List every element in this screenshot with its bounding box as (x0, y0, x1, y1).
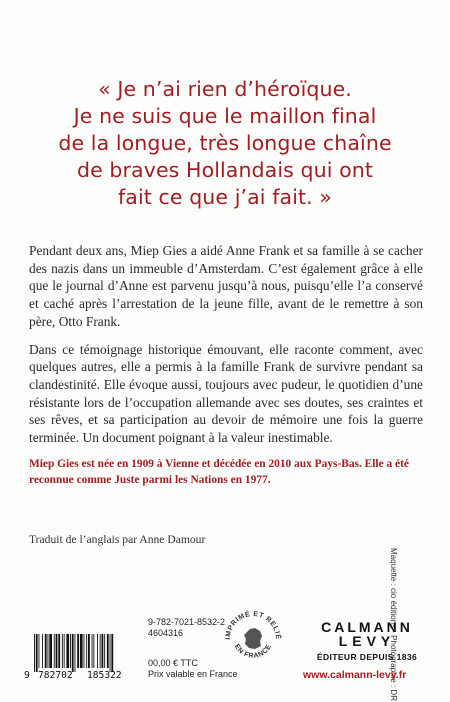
barcode-bar (110, 634, 111, 672)
barcode-bar (58, 634, 60, 668)
barcode-bar (97, 634, 98, 668)
barcode-bar (102, 634, 104, 668)
barcode-bar (84, 634, 85, 668)
barcode-bar (77, 634, 79, 668)
price-note: Prix valable en France (148, 669, 238, 679)
barcode-bar (39, 634, 40, 668)
publisher-website[interactable]: www.calmann-levy.fr (303, 669, 407, 681)
barcode-bar (70, 634, 71, 668)
barcode-bar (92, 634, 93, 668)
barcode-bar (56, 634, 58, 668)
barcode (24, 634, 144, 682)
quote-line: fait ce que j’ai fait. » (117, 185, 333, 209)
summary-paragraph: Dans ce témoignage historique émouvant, elle raconte comment, avec quelques autres, elle a permis à la famille Frank de survivre pendant sa clandestinité. Elle évoque aussi, toujours avec pudeur, le quotidien d’une résistante lors de l’occupation allemande avec ses doutes, ses craintes et ses rêves, et sa participation au devoir de mémoire une fois la guerre terminée. Un document poignant à la valeur inestimable. (29, 341, 423, 446)
translator-credit: Traduit de l’anglais par Anne Damour (29, 533, 206, 546)
france-map-icon (244, 628, 262, 649)
barcode-digits-left: 782702 (38, 670, 73, 681)
barcode-digit-lead: 9 (24, 670, 30, 681)
isbn: 9-782-7021-8532-2 (148, 617, 226, 627)
quote-line: « Je n’ai rien d’héroïque. (98, 77, 352, 101)
barcode-bar (48, 634, 49, 668)
author-bio: Miep Gies est née en 1909 à Vienne et décédée en 2010 aux Pays-Bas. Elle a été reconnue comme Juste parmi les Nations en 1977. (29, 458, 409, 486)
barcode-bar (75, 634, 76, 672)
barcode-bar (45, 634, 47, 668)
barcode-bar (64, 634, 65, 668)
pull-quote (20, 76, 430, 211)
barcode-bar (49, 634, 52, 668)
ref-code: 4604316 (148, 628, 184, 638)
price: 00,00 € TTC (148, 658, 198, 668)
summary-paragraph: Pendant deux ans, Miep Gies a aidé Anne Frank et sa famille à se cacher des nazis dans un immeuble d’Amsterdam. C’est également grâce à elle que le journal d’Anne est parvenu jusqu’à nous, puisqu’elle l’a conservé et caché après l’arrestation de la jeune fille, avant de le remettre à son père, Otto Frank. (29, 243, 423, 329)
logo-name-line1: CALMANN (321, 619, 413, 635)
quote-line: Je ne suis que le maillon final (73, 104, 377, 128)
barcode-bar (111, 634, 113, 672)
barcode-bar (62, 634, 63, 668)
barcode-bar (107, 634, 109, 668)
barcode-bar (66, 634, 69, 668)
quote-line: de la longue, très longue chaîne (58, 131, 392, 155)
barcode-bar (72, 634, 74, 672)
seal-top-text: IMPRIMÉ ET RELIÉ (224, 610, 282, 640)
logo-name-line2: LEVY (338, 633, 396, 649)
barcode-bar (80, 634, 83, 668)
seal-bottom-text: EN FRANCE (232, 643, 274, 660)
barcode-bar (86, 634, 87, 668)
barcode-bar (100, 634, 101, 668)
barcode-bar (93, 634, 94, 668)
barcode-bar (104, 634, 105, 668)
publisher-logo (312, 620, 422, 662)
barcode-bar (36, 634, 38, 672)
barcode-bar (88, 634, 90, 668)
barcode-bar (42, 634, 43, 668)
book-summary (29, 242, 423, 457)
barcode-bars (24, 634, 144, 672)
quote-line: de braves Hollandais qui ont (76, 158, 374, 182)
logo-subtitle: ÉDITEUR DEPUIS 1836 (316, 652, 418, 662)
design-credit: Maquette : cio éditions - Photographie : DR (389, 548, 398, 701)
isbn-block (148, 617, 225, 639)
printed-in-france-seal (222, 608, 284, 670)
barcode-bar (54, 634, 55, 668)
barcode-bar (34, 634, 35, 672)
barcode-digits-right: 185322 (87, 670, 122, 681)
